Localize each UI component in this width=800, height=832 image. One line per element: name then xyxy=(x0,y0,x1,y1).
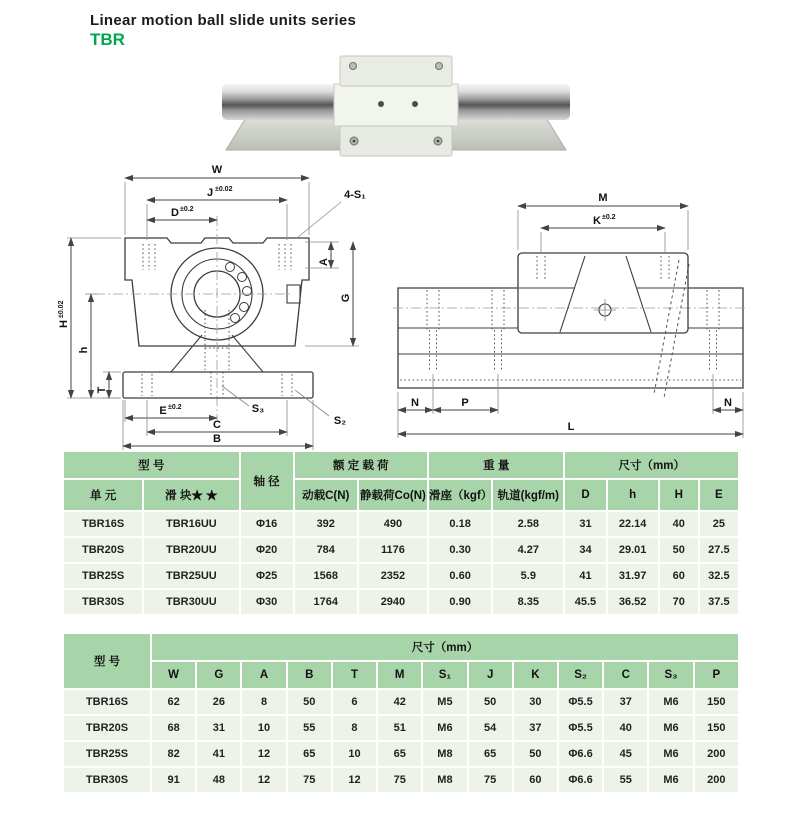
table-cell: 12 xyxy=(242,742,285,766)
dim-label-k-tol: ±0.2 xyxy=(602,214,616,221)
slide-block-outline xyxy=(518,253,688,333)
table-cell: TBR30UU xyxy=(144,590,238,614)
header-dim-w: W xyxy=(152,662,195,688)
table-cell: 200 xyxy=(695,742,738,766)
header-weight: 重 量 xyxy=(429,452,563,478)
dim-label-b: B xyxy=(213,433,221,445)
table-cell: 2352 xyxy=(359,564,427,588)
table-cell: M6 xyxy=(649,742,692,766)
table-cell: 22.14 xyxy=(608,512,658,536)
dim-label-w: W xyxy=(211,164,223,176)
header-dim-s2: S₂ xyxy=(559,662,602,688)
dimension-labels-front xyxy=(58,164,366,445)
table-cell: M6 xyxy=(649,690,692,714)
table-cell: 50 xyxy=(288,690,331,714)
dim-label-h-low: h xyxy=(78,346,90,354)
table-cell: 37.5 xyxy=(700,590,738,614)
dim-label-j: J xyxy=(206,187,214,199)
table-cell: 65 xyxy=(469,742,512,766)
table-cell: TBR25S xyxy=(64,564,142,588)
table-cell: 8 xyxy=(242,690,285,714)
table-cell: TBR16UU xyxy=(144,512,238,536)
dim-label-n-right: N xyxy=(724,397,732,409)
header-dynamic-load: 动载C(N) xyxy=(295,480,357,510)
dim-label-j-tol: ±0.02 xyxy=(215,186,233,193)
table-cell: TBR20S xyxy=(64,716,150,740)
dim-label-n-left: N xyxy=(411,397,419,409)
header-model: 型 号 xyxy=(64,634,150,688)
table-row xyxy=(64,590,738,614)
table-cell: TBR16S xyxy=(64,690,150,714)
table-cell: 10 xyxy=(333,742,376,766)
header-dim-m: M xyxy=(378,662,421,688)
spec-table-load-weight xyxy=(62,450,740,616)
table-cell: 0.18 xyxy=(429,512,491,536)
table-cell: 8 xyxy=(333,716,376,740)
table-cell: M6 xyxy=(649,716,692,740)
table-cell: Φ25 xyxy=(241,564,293,588)
dim-label-a: A xyxy=(318,258,330,266)
table-cell: 75 xyxy=(469,768,512,792)
table-cell: 50 xyxy=(660,538,698,562)
header-dimensions: 尺寸（mm） xyxy=(152,634,738,660)
table-cell: 1764 xyxy=(295,590,357,614)
table-cell: Φ5.5 xyxy=(559,690,602,714)
table-row xyxy=(64,690,738,714)
header-model: 型 号 xyxy=(64,452,239,478)
table-cell: M5 xyxy=(423,690,466,714)
dim-label-s2: S₂ xyxy=(333,415,347,427)
header-static-load: 静载荷Co(N) xyxy=(359,480,427,510)
header-dim-e: E xyxy=(700,480,738,510)
dim-label-m: M xyxy=(598,192,608,204)
table-cell: 31.97 xyxy=(608,564,658,588)
dim-label-g: G xyxy=(340,293,352,303)
header-seat-weight: 滑座（kgf） xyxy=(429,480,491,510)
table-cell: 70 xyxy=(660,590,698,614)
table-cell: 32.5 xyxy=(700,564,738,588)
table-cell: 150 xyxy=(695,690,738,714)
dim-label-d-tol: ±0.2 xyxy=(180,206,194,213)
dim-label-d: D xyxy=(171,207,179,219)
header-dim-t: T xyxy=(333,662,376,688)
table-row xyxy=(64,538,738,562)
dim-label-t: T xyxy=(96,386,108,394)
header-dim-a: A xyxy=(242,662,285,688)
table-cell: Φ30 xyxy=(241,590,293,614)
header-dim-h-low: h xyxy=(608,480,658,510)
table-cell: 6 xyxy=(333,690,376,714)
dim-label-s1: 4-S₁ xyxy=(344,189,366,201)
table-cell: 0.60 xyxy=(429,564,491,588)
dim-label-h-cap: H xyxy=(58,320,70,328)
table-cell: TBR30S xyxy=(64,590,142,614)
table-cell: 2.58 xyxy=(493,512,563,536)
header-dim-c: C xyxy=(604,662,647,688)
dim-label-l: L xyxy=(567,421,575,433)
header-unit: 单 元 xyxy=(64,480,142,510)
table-cell: Φ20 xyxy=(241,538,293,562)
table-cell: 41 xyxy=(565,564,605,588)
table-row xyxy=(64,742,738,766)
side-view-diagram xyxy=(388,158,753,458)
table-cell: 392 xyxy=(295,512,357,536)
table-cell: TBR20S xyxy=(64,538,142,562)
table-cell: 68 xyxy=(152,716,195,740)
table-cell: 75 xyxy=(378,768,421,792)
dim-label-s3: S₃ xyxy=(251,403,265,415)
table-cell: 0.90 xyxy=(429,590,491,614)
table-cell: 40 xyxy=(604,716,647,740)
slide-block xyxy=(334,56,458,156)
table-cell: 1176 xyxy=(359,538,427,562)
table-cell: 60 xyxy=(660,564,698,588)
table-cell: Φ16 xyxy=(241,512,293,536)
table-cell: 150 xyxy=(695,716,738,740)
header-dim-j: J xyxy=(469,662,512,688)
header-dim-g: G xyxy=(197,662,240,688)
header-dim-d: D xyxy=(565,480,605,510)
header-rated-load: 额 定 载 荷 xyxy=(295,452,427,478)
table-cell: 37 xyxy=(604,690,647,714)
table-cell: 31 xyxy=(197,716,240,740)
header-shaft-diameter: 轴 径 xyxy=(241,452,293,510)
table-cell: Φ6.6 xyxy=(559,768,602,792)
table-cell: 48 xyxy=(197,768,240,792)
table-cell: 75 xyxy=(288,768,331,792)
dim-label-e: E xyxy=(159,405,167,417)
product-photo xyxy=(222,52,570,158)
header-dim-p: P xyxy=(695,662,738,688)
header-dim-h-cap: H xyxy=(660,480,698,510)
table-cell: 27.5 xyxy=(700,538,738,562)
table-cell: 31 xyxy=(565,512,605,536)
table-cell: TBR16S xyxy=(64,512,142,536)
table-cell: 37 xyxy=(514,716,557,740)
table-cell: 60 xyxy=(514,768,557,792)
table-cell: 784 xyxy=(295,538,357,562)
table-cell: 12 xyxy=(242,768,285,792)
table-cell: TBR20UU xyxy=(144,538,238,562)
dim-label-h-cap-tol: ±0.02 xyxy=(58,300,65,318)
header-dim-s1: S₁ xyxy=(423,662,466,688)
header-slider: 滑 块★ ★ xyxy=(144,480,238,510)
header-rail-weight: 轨道(kgf/m) xyxy=(493,480,563,510)
table-cell: 45 xyxy=(604,742,647,766)
table-row xyxy=(64,512,738,536)
header-dimensions: 尺寸（mm） xyxy=(565,452,738,478)
table-cell: Φ5.5 xyxy=(559,716,602,740)
table-row xyxy=(64,768,738,792)
table-cell: 29.01 xyxy=(608,538,658,562)
table-cell: 1568 xyxy=(295,564,357,588)
table-cell: 34 xyxy=(565,538,605,562)
dim-label-e-tol: ±0.2 xyxy=(168,404,182,411)
table-cell: 30 xyxy=(514,690,557,714)
table-cell: TBR25S xyxy=(64,742,150,766)
table-cell: 8.35 xyxy=(493,590,563,614)
page-title: Linear motion ball slide units series xyxy=(90,12,357,29)
table-cell: TBR25UU xyxy=(144,564,238,588)
table-cell: 25 xyxy=(700,512,738,536)
header-dim-k: K xyxy=(514,662,557,688)
table-cell: 490 xyxy=(359,512,427,536)
table-cell: 50 xyxy=(469,690,512,714)
table-cell: TBR30S xyxy=(64,768,150,792)
table-cell: 40 xyxy=(660,512,698,536)
base-flange xyxy=(123,310,313,398)
table-cell: M6 xyxy=(423,716,466,740)
table-cell: 200 xyxy=(695,768,738,792)
table-cell: 26 xyxy=(197,690,240,714)
table-row xyxy=(64,564,738,588)
table-cell: 54 xyxy=(469,716,512,740)
table-cell: 12 xyxy=(333,768,376,792)
rail-outline xyxy=(393,260,748,398)
table-cell: 82 xyxy=(152,742,195,766)
table-cell: 51 xyxy=(378,716,421,740)
dim-label-c: C xyxy=(213,419,221,431)
table-cell: 65 xyxy=(288,742,331,766)
bearing xyxy=(95,216,290,420)
table-cell: 5.9 xyxy=(493,564,563,588)
spec-table-dimensions xyxy=(62,632,740,794)
table-row xyxy=(64,716,738,740)
table-cell: 4.27 xyxy=(493,538,563,562)
table-cell: 36.52 xyxy=(608,590,658,614)
header-dim-s3: S₃ xyxy=(649,662,692,688)
table-cell: 0.30 xyxy=(429,538,491,562)
table-cell: M8 xyxy=(423,768,466,792)
table-cell: 55 xyxy=(604,768,647,792)
table-cell: 91 xyxy=(152,768,195,792)
dimension-lines-front xyxy=(67,178,359,450)
series-name: TBR xyxy=(90,30,125,49)
front-view-diagram xyxy=(55,158,390,458)
table-cell: 45.5 xyxy=(565,590,605,614)
table-cell: 62 xyxy=(152,690,195,714)
dim-label-k: K xyxy=(593,215,601,227)
dimension-lines-side xyxy=(398,206,743,438)
table-cell: 10 xyxy=(242,716,285,740)
table-cell: M8 xyxy=(423,742,466,766)
dim-label-p: P xyxy=(461,397,469,409)
table-cell: 55 xyxy=(288,716,331,740)
table-cell: 42 xyxy=(378,690,421,714)
table-cell: 50 xyxy=(514,742,557,766)
header-dim-b: B xyxy=(288,662,331,688)
table-cell: Φ6.6 xyxy=(559,742,602,766)
table-cell: 65 xyxy=(378,742,421,766)
table-cell: M6 xyxy=(649,768,692,792)
table-cell: 41 xyxy=(197,742,240,766)
table-cell: 2940 xyxy=(359,590,427,614)
